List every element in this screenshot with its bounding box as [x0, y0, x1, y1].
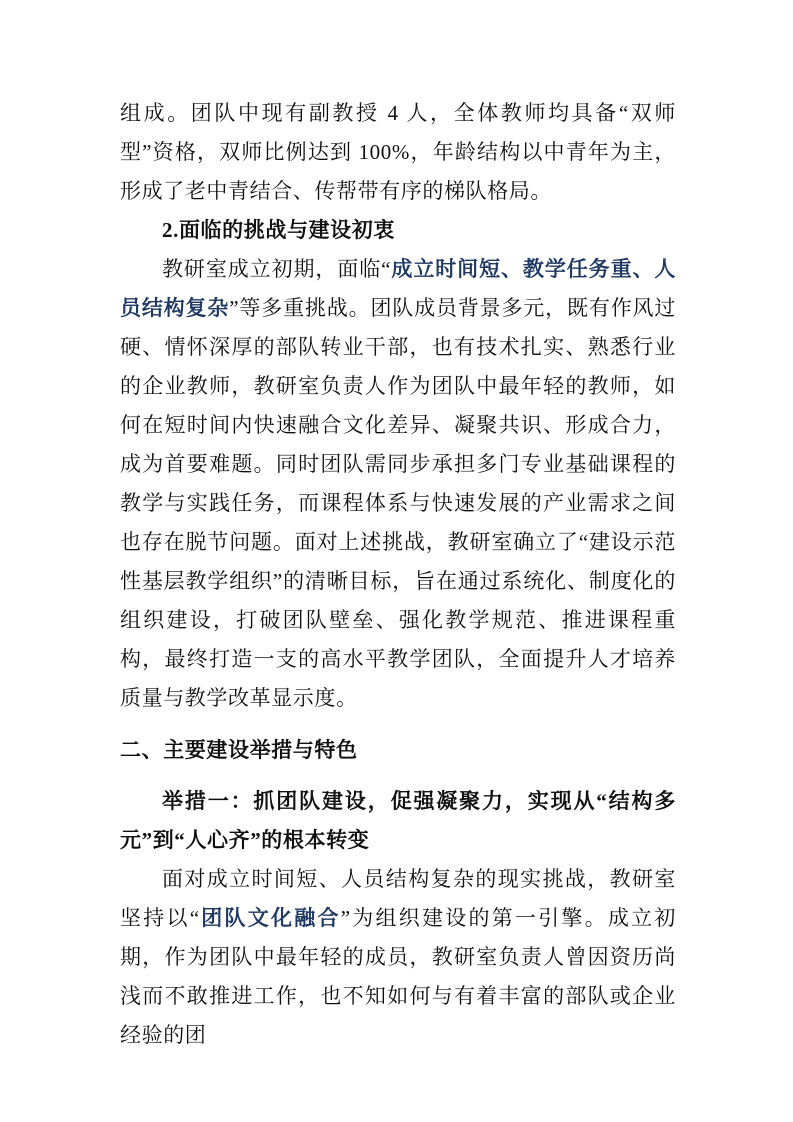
- emphasis-run: 成立时间短、教学任务重、人员结构复杂: [120, 257, 676, 320]
- text-run: 举措一：抓团队建设，促强凝聚力，实现从“结构多元”到“人心齐”的根本转变: [120, 789, 676, 852]
- section-heading: [120, 731, 676, 770]
- text-run: 组成。团队中现有副教授 4 人，全体教师均具备“双师型”资格，双师比例达到 100%，年龄结构以中青年为主，形成了老中青结合、传帮带有序的梯队格局。: [120, 101, 676, 203]
- text-run: 二、主要建设举措与特色: [120, 738, 358, 762]
- paragraph: [120, 250, 676, 718]
- text-run: 面对成立时间短、人员结构复杂的现实挑战，教研室坚持以“: [120, 867, 676, 930]
- emphasis-run: 团队文化融合: [199, 906, 341, 930]
- paragraph: [120, 860, 676, 1055]
- text-run: 2.面临的挑战与建设初衷: [162, 218, 395, 242]
- text-run: ”等多重挑战。团队成员背景多元，既有作风过硬、情怀深厚的部队转业干部，也有技术扎实、熟悉行业的企业教师，教研室负责人作为团队中最年轻的教师，如何在短时间内快速融合文化差异、凝聚共识、形成合力，成为首要难题。同时团队需同步承担多门专业基础课程的教学与实践任务，而课程体系与快速发展的产业需求之间也存在脱节问题。面对上述挑战，教研室确立了“建设示范性基层教学组织”的清晰目标，旨在通过系统化、制度化的组织建设，打破团队壁垒、强化教学规范、推进课程重构，最终打造一支的高水平教学团队，全面提升人才培养质量与教学改革显示度。: [120, 296, 677, 710]
- sub-heading: [120, 211, 676, 250]
- text-run: ”为组织建设的第一引擎。成立初期，作为团队中最年轻的成员，教研室负责人曾因资历尚浅而不敢推进工作，也不知如何与有着丰富的部队或企业经验的团: [120, 906, 676, 1047]
- sub-heading: [120, 782, 676, 860]
- text-run: 教研室成立初期，面临“: [162, 257, 392, 281]
- paragraph: [120, 94, 676, 211]
- document-body: [120, 94, 676, 1055]
